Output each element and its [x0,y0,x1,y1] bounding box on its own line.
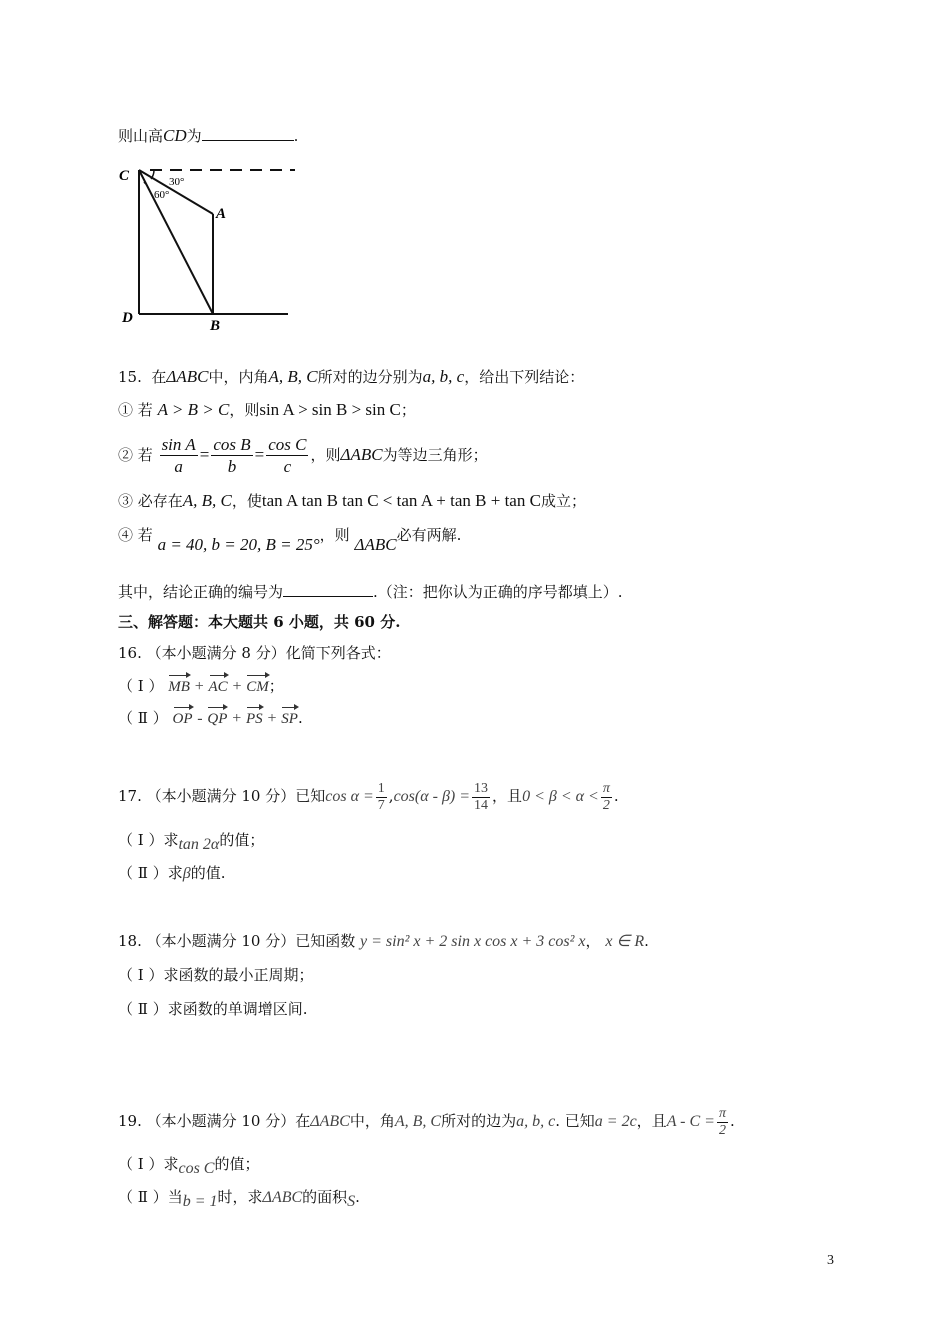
vector-mb: MB [168,676,190,698]
q17-p1-math: tan 2α [178,836,220,853]
q19-p1-label: （ Ⅰ ）求 [118,1155,179,1173]
s4-mark: ④ 若 [118,526,153,544]
q15-triangle: ΔABC [166,367,209,386]
page-number: 3 [827,1253,834,1268]
op: + [232,678,242,695]
label-d: D [122,310,133,326]
s2-frac-1-den: a [174,456,183,476]
q14-text: 则山高 [118,127,164,145]
s3-mid: ，使 [231,492,262,510]
q19-p2-end: . [355,1188,360,1206]
q17-cos-diff: cos(α - β) = [393,788,471,805]
q17-frac-1-den: 7 [377,797,385,813]
label-a: A [216,206,227,222]
q15-angles: A, B, C [268,367,318,386]
s2-frac-2-num: cos B [213,434,251,454]
q19-frac-den: 2 [718,1122,726,1138]
q19-p2-s2: 的面积 [302,1188,348,1206]
q18-sep: ， [585,932,601,950]
q19-sides: a, b, c [516,1113,556,1130]
q17-sep: , [388,787,394,805]
q19-p2-triangle: ΔABC [262,1189,303,1206]
q17-frac-3-den: 2 [602,797,610,813]
label-c: C [119,168,130,184]
q19-frac-num: π [718,1105,726,1121]
q17-frac-1 [376,781,387,814]
q16-part-1 [118,675,284,698]
q15-statement-4 [118,524,462,554]
q19-p2-s: 时，求 [217,1188,263,1206]
q19-cond-2: A - C = [666,1113,715,1130]
q15-answer-line [118,581,623,603]
s2-frac-2-den: b [227,456,237,476]
q19-head-text: 19. （本小题满分 10 分）在 [118,1112,311,1130]
q19-s5: ，且 [636,1112,667,1130]
q14-suffix: 为 [186,127,202,145]
op: + [232,710,242,727]
q15-stem [118,366,584,388]
q18-domain: x ∈ R [605,933,645,950]
q16-part-2 [118,707,303,730]
s2-frac-3-den: c [283,456,292,476]
q19-s4: . 已知 [555,1112,595,1130]
vector-qp: QP [207,708,227,730]
q14-var: CD [163,126,187,145]
q17-head [118,774,619,819]
s1-result: sin A > sin B > sin C [259,400,401,419]
s3-angles: A, B, C [182,491,232,510]
q16-head: 16. （本小题满分 8 分）化简下列各式： [118,644,391,662]
q15-statement-2: ② 若 $\frac{\text{sin A}}{a}$ = $\frac{\text{cos B}}{b}$ = $\frac{\text{cos C}}{c}$ ，则ΔABC为等边三角形； [118,434,488,476]
s4-triangle: ΔABC [354,535,397,554]
q16-p2-label: （ Ⅱ ） [118,709,168,727]
s4-end: 必有两解. [396,526,462,544]
q19-head [118,1099,735,1144]
q19-end: . [729,1112,735,1130]
q17-p2-label: （ Ⅱ ）求 [118,864,183,882]
q17-part-1 [118,829,264,852]
label-b: B [210,318,221,334]
q17-end: . [613,787,619,805]
q19-frac [717,1106,728,1139]
q19-cond-1: a = 2c [594,1113,637,1130]
angle-30-label: 30° [169,176,185,188]
section-3-heading: 三、解答题：本大题共 6 小题，共 60 分. [118,613,401,631]
s2-frac-3-num: cos C [268,434,307,454]
q17-p2-math: β [182,865,191,882]
q17-frac-2-num: 13 [474,780,489,796]
q19-part-1 [118,1153,259,1176]
q15-stem-1: 在 [151,368,167,386]
q17-mid: ，且 [492,787,523,805]
vector-ac: AC [209,676,228,698]
q17-p1-label: （ Ⅰ ）求 [118,831,179,849]
q17-frac-3-num: π [602,780,610,796]
q19-s2: 中，角 [349,1112,395,1130]
q14-tail [118,125,298,147]
angle-60-label: 60° [154,189,170,201]
q17-frac-2-den: 14 [474,797,489,813]
q15-answer-prompt: 其中，结论正确的编号为 [118,583,284,601]
s1-mid: ，则 [229,401,260,419]
q18-head [118,930,649,953]
op: + [194,678,204,695]
q19-s3: 所对的边为 [441,1112,517,1130]
q19-p1-math: cos C [178,1160,215,1177]
q19-part-2 [118,1186,360,1209]
s2-frac-1 [160,435,198,478]
q17-head-text: 17. （本小题满分 10 分）已知 [118,787,326,805]
s2-frac-3 [266,435,308,478]
q18-part-2: （ Ⅱ ）求函数的单调增区间. [118,1000,308,1018]
q15-number: 15. [118,368,142,386]
s2-frac-1-num: sin A [161,434,196,454]
q18-end: . [644,932,649,950]
s2-triangle: ΔABC [340,445,383,464]
q15-stem-4: ，给出下列结论： [464,368,585,386]
q17-condition: 0 < β < α < [522,788,599,805]
vector-cm: CM [246,676,269,698]
q15-statement-3 [118,490,586,512]
q19-p1-end: 的值； [214,1155,260,1173]
vector-sp: SP [281,708,298,730]
q17-frac-3 [601,781,612,814]
q18-head-text: 18. （本小题满分 10 分）已知函数 [118,932,356,950]
q19-p2-math: b = 1 [182,1193,218,1210]
s2-mid: ，则 [310,446,341,464]
q18-function: y = sin² x + 2 sin x cos x + 3 cos² x [360,933,586,950]
s1-condition: A > B > C [157,400,230,419]
q17-p1-end: 的值； [219,831,265,849]
q17-frac-1-num: 1 [377,780,385,796]
q16-p1-label: （ Ⅰ ） [118,677,164,695]
q15-stem-3: 所对的边分别为 [317,368,423,386]
q15-stem-2: 中，内角 [208,368,269,386]
vector-ps: PS [246,708,263,730]
q14-end: . [293,127,299,145]
s2-frac-2 [211,435,252,478]
q19-angles: A, B, C [394,1113,442,1130]
s4-mid: ，则 [319,526,350,544]
s2-end: 为等边三角形； [382,446,488,464]
vector-op: OP [173,708,193,730]
s1-mark: ① 若 [118,401,153,419]
q19-triangle: ΔABC [310,1113,350,1130]
op: + [267,710,277,727]
q17-part-2 [118,862,225,885]
s3-end: 成立； [540,492,586,510]
s3-expression: tan A tan B tan C < tan A + tan B + tan C [261,491,541,510]
op: - [197,710,203,727]
q15-statement-1 [118,399,416,421]
q14-answer-blank[interactable] [202,126,294,141]
q15-answer-note: .（注：把你认为正确的序号都填上）. [373,583,623,601]
s3-mark: ③ 必存在 [118,492,183,510]
q19-p2-label: （ Ⅱ ）当 [118,1188,183,1206]
q16-p1-end: ； [268,677,284,695]
mountain-diagram [110,158,310,338]
s2-mark: ② 若 [118,446,153,464]
s1-end: ； [400,401,416,419]
q17-frac-2 [472,781,490,814]
q19-p2-area-var: S [347,1193,356,1210]
q16-p2-end: . [297,709,303,727]
q17-p2-end: 的值. [190,864,226,882]
q15-sides: a, b, c [422,367,465,386]
q18-part-1: （ Ⅰ ）求函数的最小正周期； [118,966,314,984]
q17-cos-alpha: cos α = [325,788,374,805]
s4-condition: a = 40, b = 20, B = 25° [157,535,320,554]
q15-answer-blank[interactable] [283,582,373,597]
